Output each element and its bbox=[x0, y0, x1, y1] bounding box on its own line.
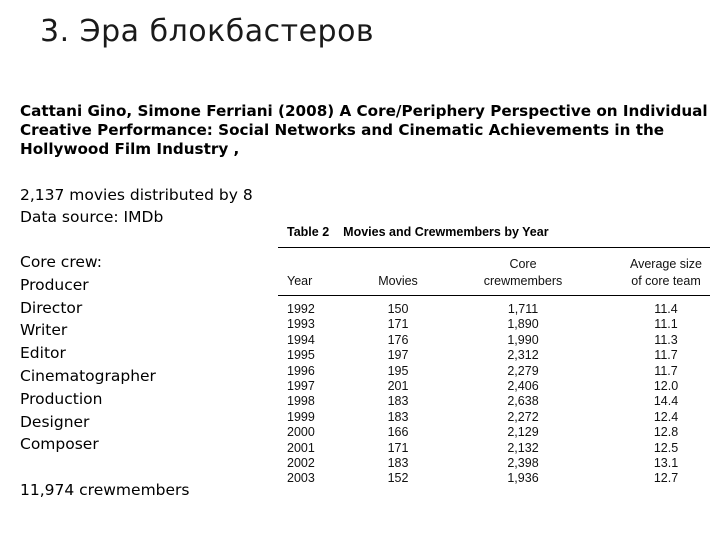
crew-role: Director bbox=[20, 298, 83, 317]
crew-role: Producer bbox=[20, 275, 89, 294]
table-title: Movies and Crewmembers by Year bbox=[343, 225, 549, 239]
cell-year: 1993 bbox=[287, 317, 315, 332]
cell-movies: 150 bbox=[387, 302, 409, 316]
cell-movies: 183 bbox=[387, 409, 409, 424]
data-source-text: Data source: IMDb bbox=[20, 208, 164, 226]
cell-avg: 12.4 bbox=[653, 409, 679, 424]
crewmembers-count-text: 11,974 crewmembers bbox=[20, 481, 190, 499]
core-crew-heading: Core crew: bbox=[20, 253, 102, 271]
cell-year: 1996 bbox=[287, 363, 315, 378]
cell-movies: 183 bbox=[387, 394, 409, 409]
cell-movies: 166 bbox=[387, 425, 409, 440]
crew-role: Writer bbox=[20, 321, 68, 340]
slide-title: 3. Эра блокбастеров bbox=[40, 14, 375, 49]
cell-core: 2,132 bbox=[507, 440, 539, 455]
header-movies: Movies bbox=[378, 274, 418, 288]
header-year: Year bbox=[287, 274, 313, 288]
header-core-line1: Core bbox=[509, 257, 537, 271]
cell-core: 2,312 bbox=[507, 348, 539, 363]
cell-core: 2,272 bbox=[507, 409, 539, 424]
cell-avg: 12.7 bbox=[653, 471, 679, 486]
crew-role: Cinematographer bbox=[20, 366, 156, 385]
header-core-crewmembers bbox=[463, 256, 583, 290]
cell-movies: 171 bbox=[387, 440, 409, 455]
cell-year: 2000 bbox=[287, 425, 315, 440]
cell-avg: 11.4 bbox=[654, 302, 678, 316]
cell-avg: 12.0 bbox=[653, 378, 679, 393]
header-avg-line2: of core team bbox=[631, 274, 701, 288]
cell-movies: 201 bbox=[387, 378, 409, 393]
crew-role: Production bbox=[20, 389, 103, 408]
cell-core: 2,279 bbox=[507, 363, 539, 378]
table-caption bbox=[287, 225, 549, 239]
header-average-size bbox=[606, 256, 720, 290]
cell-movies: 197 bbox=[387, 348, 409, 363]
movies-count-text: 2,137 movies distributed by 8 bbox=[20, 186, 253, 204]
cell-year: 1992 bbox=[287, 302, 315, 316]
crew-role: Composer bbox=[20, 435, 99, 454]
cell-core: 2,398 bbox=[507, 455, 539, 470]
cell-core: 1,990 bbox=[507, 332, 539, 347]
cell-avg: 11.7 bbox=[654, 363, 678, 378]
cell-year: 1995 bbox=[287, 348, 315, 363]
header-avg-line1: Average size bbox=[629, 257, 703, 271]
cell-year: 1998 bbox=[287, 394, 315, 409]
cell-avg: 12.8 bbox=[653, 425, 679, 440]
cell-core: 1,711 bbox=[507, 302, 539, 316]
crew-role: Editor bbox=[20, 344, 66, 363]
cell-avg: 12.5 bbox=[653, 440, 679, 455]
cell-avg: 14.4 bbox=[653, 394, 679, 409]
cell-movies: 195 bbox=[387, 363, 409, 378]
cell-movies: 176 bbox=[387, 332, 409, 347]
crew-role: Designer bbox=[20, 412, 90, 431]
cell-movies: 171 bbox=[387, 317, 409, 332]
stats-block bbox=[20, 184, 253, 228]
cell-year: 2001 bbox=[287, 440, 315, 455]
cell-core: 1,936 bbox=[507, 471, 539, 486]
core-crew-list bbox=[20, 251, 156, 456]
cell-avg: 11.7 bbox=[654, 348, 678, 363]
cell-avg: 13.1 bbox=[653, 455, 679, 470]
cell-core: 2,129 bbox=[507, 425, 539, 440]
cell-year: 2003 bbox=[287, 471, 315, 486]
cell-avg: 11.1 bbox=[654, 317, 678, 332]
header-core-line2: crewmembers bbox=[483, 274, 563, 288]
cell-core: 2,406 bbox=[507, 378, 539, 393]
cell-core: 2,638 bbox=[507, 394, 539, 409]
cell-year: 2002 bbox=[287, 455, 315, 470]
cell-movies: 183 bbox=[387, 455, 409, 470]
cell-year: 1994 bbox=[287, 332, 315, 347]
cell-year: 1999 bbox=[287, 409, 315, 424]
citation-text: Cattani Gino, Simone Ferriani (2008) A Core/Periphery Perspective on Individual Creative Performance: Social Networks and Cinematic Achievements in the Hollywood Film Industry , bbox=[20, 102, 708, 158]
table-top-rule bbox=[278, 247, 710, 248]
cell-year: 1997 bbox=[287, 378, 315, 393]
table-header-rule bbox=[278, 295, 710, 296]
cell-movies: 152 bbox=[387, 471, 409, 486]
cell-avg: 11.3 bbox=[654, 332, 678, 347]
cell-core: 1,890 bbox=[507, 317, 539, 332]
table-label: Table 2 bbox=[287, 225, 330, 239]
